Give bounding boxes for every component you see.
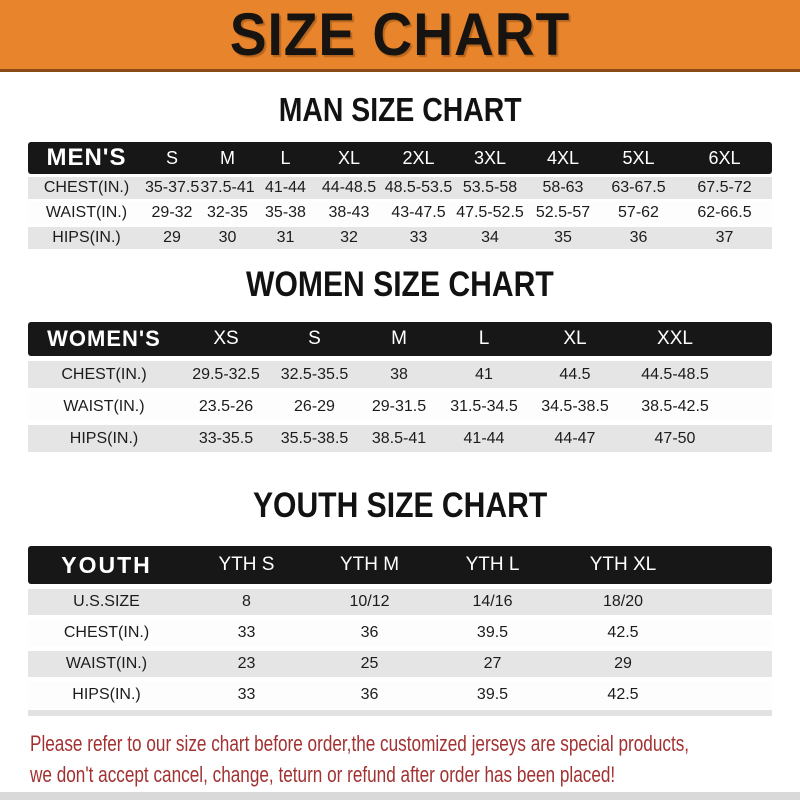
- women-chest-row: [28, 361, 772, 388]
- row-label: WAIST(IN.): [28, 651, 185, 677]
- value-cell: 14/16: [431, 589, 554, 615]
- value-cell: 33-35.5: [180, 425, 272, 452]
- women-header-row: [28, 322, 772, 356]
- men-size-col: S: [145, 142, 199, 174]
- value-cell: 62-66.5: [677, 202, 772, 224]
- value-cell: 30: [199, 227, 256, 249]
- value-cell: 41: [441, 361, 527, 388]
- filler-cell: [692, 589, 772, 615]
- value-cell: 36: [308, 682, 431, 708]
- value-cell: 31: [256, 227, 315, 249]
- value-cell: 38.5-41: [357, 425, 441, 452]
- row-label: HIPS(IN.): [28, 425, 180, 452]
- value-cell: 58-63: [526, 177, 600, 199]
- value-cell: 37.5-41: [199, 177, 256, 199]
- value-cell: 67.5-72: [677, 177, 772, 199]
- value-cell: 31.5-34.5: [441, 393, 527, 420]
- row-label: CHEST(IN.): [28, 620, 185, 646]
- filler-cell: [692, 682, 772, 708]
- value-cell: 44-48.5: [315, 177, 383, 199]
- row-label: HIPS(IN.): [28, 682, 185, 708]
- value-cell: 36: [600, 227, 677, 249]
- row-label: U.S.SIZE: [28, 589, 185, 615]
- men-size-col: 4XL: [526, 142, 600, 174]
- value-cell: 29-32: [145, 202, 199, 224]
- women-heading-text: WOMEN SIZE CHART: [246, 265, 554, 304]
- men-size-col: XL: [315, 142, 383, 174]
- women-size-table: [28, 317, 772, 457]
- value-cell: 23: [185, 651, 308, 677]
- youth-heading-text: YOUTH SIZE CHART: [252, 486, 548, 525]
- value-cell: 34.5-38.5: [527, 393, 623, 420]
- youth-table-label: YOUTH: [28, 546, 185, 584]
- value-cell: 35-37.5: [145, 177, 199, 199]
- value-cell: 41-44: [256, 177, 315, 199]
- youth-header-row: [28, 546, 772, 584]
- women-section-heading: [0, 267, 800, 302]
- value-cell: 33: [383, 227, 454, 249]
- man-section-heading: [0, 93, 800, 126]
- row-label: CHEST(IN.): [28, 177, 145, 199]
- value-cell: 38.5-42.5: [623, 393, 727, 420]
- value-cell: 43-47.5: [383, 202, 454, 224]
- man-heading-text: MAN SIZE CHART: [278, 91, 522, 128]
- filler-cell: [727, 322, 772, 356]
- value-cell: 29: [554, 651, 692, 677]
- value-cell: 42.5: [554, 682, 692, 708]
- men-header-row: [28, 142, 772, 174]
- men-size-col: 3XL: [454, 142, 526, 174]
- men-size-col: 5XL: [600, 142, 677, 174]
- youth-size-col: YTH XL: [554, 546, 692, 584]
- youth-size-col: YTH M: [308, 546, 431, 584]
- row-label: CHEST(IN.): [28, 361, 180, 388]
- value-cell: 33: [185, 682, 308, 708]
- men-size-col: L: [256, 142, 315, 174]
- filler-cell: [692, 546, 772, 584]
- women-waist-row: [28, 393, 772, 420]
- men-size-col: 2XL: [383, 142, 454, 174]
- note-line-1: Please refer to our size chart before order,the customized jerseys are special products,: [30, 731, 690, 756]
- value-cell: 34: [454, 227, 526, 249]
- value-cell: 27: [431, 651, 554, 677]
- value-cell: 37: [677, 227, 772, 249]
- value-cell: 32-35: [199, 202, 256, 224]
- value-cell: 47.5-52.5: [454, 202, 526, 224]
- banner-title: SIZE CHART: [229, 0, 571, 68]
- women-size-col: M: [357, 322, 441, 356]
- men-waist-row: [28, 202, 772, 224]
- value-cell: 29: [145, 227, 199, 249]
- value-cell: 44-47: [527, 425, 623, 452]
- row-label: WAIST(IN.): [28, 202, 145, 224]
- value-cell: 25: [308, 651, 431, 677]
- youth-size-col: YTH S: [185, 546, 308, 584]
- men-size-table: [28, 139, 772, 252]
- filler-cell: [727, 393, 772, 420]
- note-line-2: we don't accept cancel, change, teturn or refund after order has been placed!: [30, 762, 616, 787]
- row-label: HIPS(IN.): [28, 227, 145, 249]
- value-cell: 33: [185, 620, 308, 646]
- value-cell: 29-31.5: [357, 393, 441, 420]
- men-size-col: 6XL: [677, 142, 772, 174]
- value-cell: 47-50: [623, 425, 727, 452]
- value-cell: 35: [526, 227, 600, 249]
- value-cell: 38-43: [315, 202, 383, 224]
- value-cell: 18/20: [554, 589, 692, 615]
- value-cell: 29.5-32.5: [180, 361, 272, 388]
- filler-cell: [692, 620, 772, 646]
- value-cell: 32: [315, 227, 383, 249]
- value-cell: 38: [357, 361, 441, 388]
- filler-cell: [727, 361, 772, 388]
- value-cell: 52.5-57: [526, 202, 600, 224]
- youth-waist-row: [28, 651, 772, 677]
- disclaimer-note: [0, 728, 800, 790]
- value-cell: 35.5-38.5: [272, 425, 357, 452]
- women-size-col: S: [272, 322, 357, 356]
- value-cell: 39.5: [431, 620, 554, 646]
- men-hips-row: [28, 227, 772, 249]
- value-cell: 23.5-26: [180, 393, 272, 420]
- youth-table-bottom-strip: [28, 710, 772, 716]
- value-cell: 10/12: [308, 589, 431, 615]
- men-size-col: M: [199, 142, 256, 174]
- youth-section-heading: [0, 488, 800, 523]
- women-table-label: WOMEN'S: [28, 322, 180, 356]
- value-cell: 48.5-53.5: [383, 177, 454, 199]
- youth-chest-row: [28, 620, 772, 646]
- row-label: WAIST(IN.): [28, 393, 180, 420]
- value-cell: 26-29: [272, 393, 357, 420]
- filler-cell: [727, 425, 772, 452]
- value-cell: 44.5-48.5: [623, 361, 727, 388]
- value-cell: 35-38: [256, 202, 315, 224]
- size-chart-banner: [0, 0, 800, 72]
- value-cell: 57-62: [600, 202, 677, 224]
- bottom-edge-strip: [0, 792, 800, 800]
- youth-hips-row: [28, 682, 772, 708]
- men-table-label: MEN'S: [28, 142, 145, 174]
- value-cell: 8: [185, 589, 308, 615]
- value-cell: 63-67.5: [600, 177, 677, 199]
- value-cell: 44.5: [527, 361, 623, 388]
- value-cell: 36: [308, 620, 431, 646]
- women-size-col: XXL: [623, 322, 727, 356]
- value-cell: 39.5: [431, 682, 554, 708]
- women-hips-row: [28, 425, 772, 452]
- value-cell: 41-44: [441, 425, 527, 452]
- women-size-col: XS: [180, 322, 272, 356]
- filler-cell: [692, 651, 772, 677]
- value-cell: 53.5-58: [454, 177, 526, 199]
- youth-size-table: [28, 541, 772, 713]
- youth-ussize-row: [28, 589, 772, 615]
- value-cell: 32.5-35.5: [272, 361, 357, 388]
- men-chest-row: [28, 177, 772, 199]
- value-cell: 42.5: [554, 620, 692, 646]
- women-size-col: XL: [527, 322, 623, 356]
- youth-size-col: YTH L: [431, 546, 554, 584]
- women-size-col: L: [441, 322, 527, 356]
